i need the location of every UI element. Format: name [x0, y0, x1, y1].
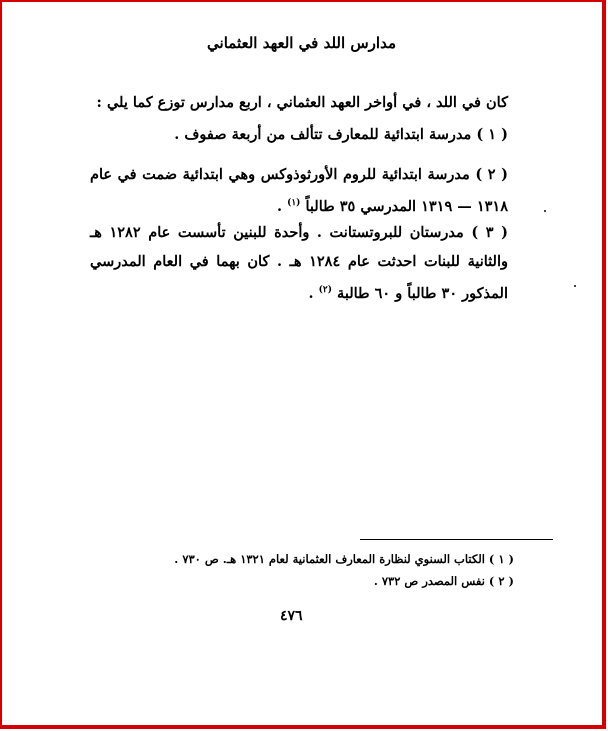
list-item: [90, 120, 508, 149]
page-number: ٤٧٦: [280, 608, 303, 624]
list-item: [90, 218, 508, 308]
intro-paragraph: كان في اللد ، في أواخر العهد العثماني ، اربع مدارس توزع كما يلي :: [96, 94, 508, 111]
footnotes: [174, 548, 514, 592]
list-item-text: ( ٣ ) مدرستان للبروتستانت . وأحدة للبنين تأسست عام ١٢٨٢ هـ والثانية للبنات احدثت عام ١٢٨٤ هـ . كان بهما في العام المدرسي المذكور ٣٠ طالباً و ٦٠ طالبة: [90, 224, 508, 302]
list-item: [90, 160, 508, 221]
scan-speck: [544, 210, 546, 212]
list-item-text: ( ١ ) مدرسة ابتدائية للمعارف تتألف من أربعة صفوف .: [174, 126, 508, 143]
list-item-end: .: [308, 284, 314, 302]
footnote-ref[interactable]: (١): [287, 198, 301, 208]
footnote-ref[interactable]: (٢): [318, 285, 332, 295]
footnote: ( ٢ ) نفس المصدر ص ٧٣٢ .: [373, 574, 514, 588]
scan-speck: [574, 285, 576, 287]
footnote-divider: [360, 539, 553, 540]
footnote: ( ١ ) الكتاب السنوي لنظارة المعارف العثمانية لعام ١٣٢١ هـ. ص ٧٣٠ .: [174, 552, 514, 566]
list-item-end: .: [276, 197, 282, 215]
page-title: مدارس اللد في العهد العثماني: [207, 34, 396, 52]
list-item-text: ( ٢ ) مدرسة ابتدائية للروم الأورثوذوكس وهي ابتدائية ضمت في عام ١٣١٨ — ١٣١٩ المدرسي ٣٥ طالباً: [90, 166, 508, 215]
